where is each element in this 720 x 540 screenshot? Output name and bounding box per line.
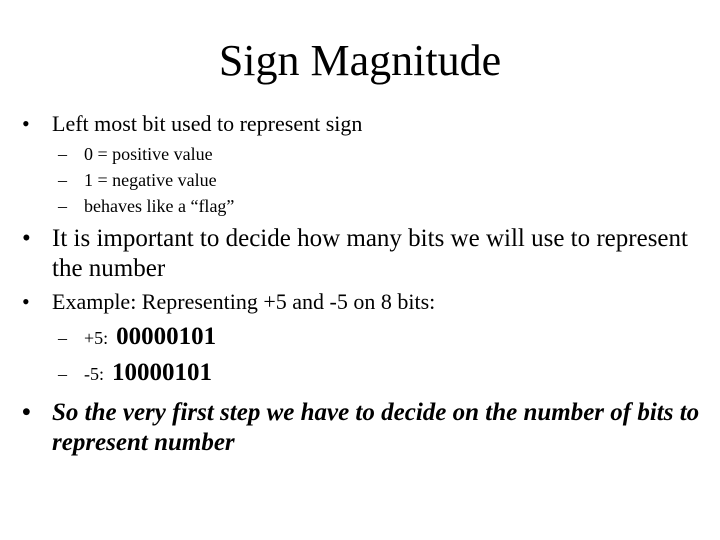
sub-item-text: 1 = negative value	[84, 170, 217, 190]
dash-marker: –	[58, 170, 67, 190]
sub-item	[58, 141, 213, 167]
sub-item-text: 0 = positive value	[84, 144, 213, 164]
bullet-text: So the very first step we have to decide on the number of bits to represent number	[52, 399, 700, 456]
dash-marker: –	[58, 144, 67, 164]
bullet-marker: •	[22, 225, 31, 252]
example-item	[58, 359, 212, 387]
bullet-item	[22, 288, 435, 316]
bullet-item	[22, 110, 362, 138]
bullet-text: It is important to decide how many bits we will use to represent the number	[52, 225, 688, 282]
sub-item-text: behaves like a “flag”	[84, 196, 235, 216]
bullet-item	[22, 224, 702, 284]
bullet-marker: •	[22, 399, 31, 426]
dash-marker: –	[58, 364, 67, 384]
dash-marker: –	[58, 328, 67, 348]
example-value: 00000101	[116, 323, 217, 350]
bullet-text: Left most bit used to represent sign	[52, 111, 363, 136]
bullet-marker: •	[22, 289, 30, 314]
slide-title: Sign Magnitude	[218, 36, 502, 85]
example-label: +5:	[84, 328, 109, 348]
bullet-marker: •	[22, 111, 30, 136]
example-label: -5:	[84, 364, 104, 384]
bullet-item	[22, 398, 702, 458]
bullet-text: Example: Representing +5 and -5 on 8 bits:	[52, 289, 436, 314]
sub-item	[58, 167, 217, 193]
example-value: 10000101	[112, 359, 212, 386]
sub-item	[58, 193, 234, 219]
example-item	[58, 323, 216, 351]
dash-marker: –	[58, 196, 67, 216]
